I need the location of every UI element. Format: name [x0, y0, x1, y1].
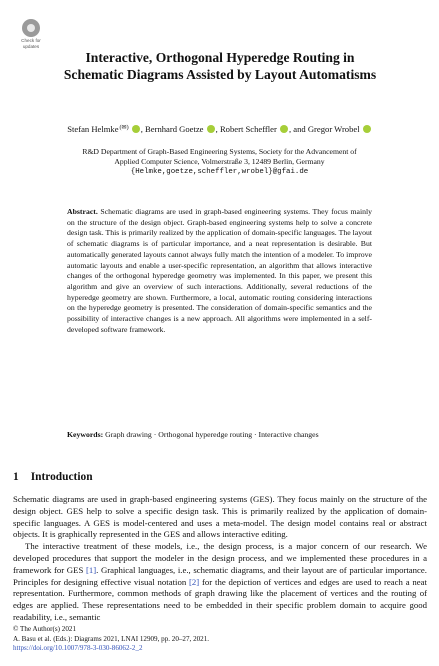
author-name: Robert Scheffler	[219, 124, 277, 134]
section-title: Introduction	[30, 471, 93, 483]
author-name: Gregor Wrobel	[307, 124, 360, 134]
keywords	[67, 430, 372, 441]
paper-title: Interactive, Orthogonal Hyperedge Routing in Schematic Diagrams Assisted by Layout Automatisms	[63, 50, 377, 82]
paragraph-text: . Graphical languages, i.e., schematic diagrams, and their layout are of particular importance. Principles for designing effective visual notation	[13, 564, 427, 587]
footer	[13, 625, 209, 654]
update-check-icon	[22, 19, 40, 37]
paragraph	[13, 541, 427, 624]
doi-link[interactable]: https://doi.org/10.1007/978-3-030-86062-2_2	[13, 644, 143, 653]
citation-info: A. Basu et al. (Eds.): Diagrams 2021, LNAI 12909, pp. 20–27, 2021.	[13, 634, 210, 643]
paragraph-text: The interactive treatment of these models, i.e., the design process, is a major concern of our research. We developed procedures that support the modeler in the design process, and we implemented these procedures in a framework for GES	[13, 541, 427, 575]
abstract-label: Abstract.	[67, 207, 98, 216]
copyright: © The Author(s) 2021	[13, 625, 76, 633]
section-heading	[13, 471, 105, 483]
corresponding-author-icon: (✉)	[119, 125, 129, 131]
author-separator: , and	[288, 124, 308, 134]
abstract	[67, 207, 372, 335]
author-separator: ,	[140, 124, 146, 134]
check-for-updates-badge[interactable]	[19, 19, 43, 50]
paragraph: Schematic diagrams are used in graph-based engineering systems (GES). They focus mainly on the structure of the design object. GES help to solve a specific design task. This is primarily realized by the application of domain-specific languages. A GES is model-centered and uses a meta-model. The design model contains real or abstract objects. It is graphically represented in the GES and allows interactive editing.	[13, 494, 427, 540]
affiliation-line: Applied Computer Science, Volmerstraße 3, 12489 Berlin, Germany	[114, 157, 325, 167]
author-emails: {Helmke,goetze,scheffler,wrobel}@gfai.de	[130, 168, 309, 177]
badge-label-line1: Check for	[21, 38, 41, 43]
keywords-text: Graph drawing · Orthogonal hyperedge routing · Interactive changes	[105, 430, 319, 439]
author-separator: ,	[215, 124, 220, 134]
section-number: 1	[13, 471, 19, 483]
affiliation-line: R&D Department of Graph-Based Engineering Systems, Society for the Advancement of	[82, 147, 357, 156]
orcid-icon[interactable]	[363, 125, 371, 133]
author-name: Bernhard Goetze	[145, 124, 204, 134]
abstract-text: Schematic diagrams are used in graph-based engineering systems. They focus mainly on the structure of the design object. Graph-based engineering systems help to solve a concrete design task. This is primarily realized by the application of domain-specific languages. The layout of schematic diagrams is of particular importance, and a neat representation is desirable. But automatically generated layouts cannot always fully match the intention of a modeler. To improve automatic layouts and enable a user-specific representation, an algorithm that allows interactive changes of the orthogonal hyperedge geometry was implemented. In this paper, we present this algorithm and give an overview of such interactions. Additionally, several reductions of the hyperedge geometry are shown. Furthermore, a local, automatic routing considering interactions on the hyperedge geometry is presented. The consideration of domain-specific semantics and the possibility of interactive changes is a new approach. All algorithms were implemented in a self-developed software framework.	[67, 207, 372, 334]
affiliation	[30, 147, 409, 178]
keywords-label: Keywords:	[67, 430, 104, 439]
author-name: Stefan Helmke	[67, 124, 119, 134]
citation-link[interactable]: [2]	[189, 576, 200, 587]
author-list	[14, 124, 425, 134]
orcid-icon[interactable]	[280, 125, 288, 133]
orcid-icon[interactable]	[132, 125, 140, 133]
citation-link[interactable]: [1]	[85, 564, 97, 575]
orcid-icon[interactable]	[207, 125, 215, 133]
body-text	[13, 494, 427, 624]
badge-label-line2: updates	[22, 44, 40, 49]
paragraph-text: for the depiction of vertices and edges are used to reach a neat representation. Furthermore, common methods of graph drawing like the placement of vertices and the routing of edges are applied. These representations need to be embedded in their specific problem domain to acquire good readability, i.e., semantic	[13, 576, 427, 622]
